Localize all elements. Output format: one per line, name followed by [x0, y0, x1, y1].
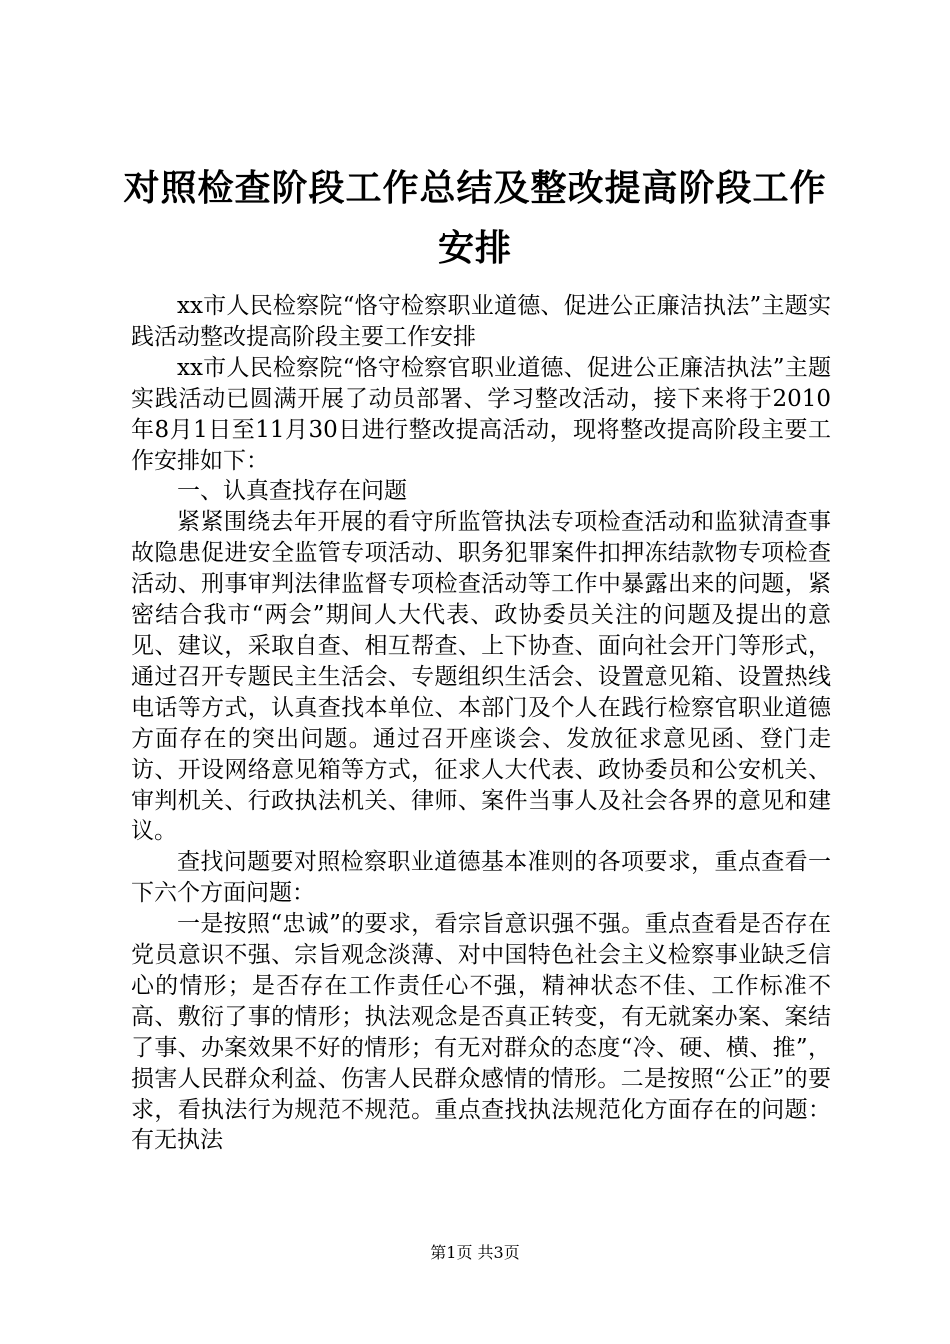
paragraph-section-1: 紧紧围绕去年开展的看守所监管执法专项检查活动和监狱清查事故隐患促进安全监管专项活动、职务犯罪案件扣押冻结款物专项检查活动、刑事审判法律监督专项检查活动等工作中暴露出来的问题，紧密结合我市“两会”期间人大代表、政协委员关注的问题及提出的意见、建议，采取自查、相互帮查、上下协查、面向社会开门等形式，通过召开专题民主生活会、专题组织生活会、设置意见箱、设置热线电话等方式，认真查找本单位、本部门及个人在践行检察官职业道德方面存在的突出问题。通过召开座谈会、发放征求意见函、登门走访、开设网络意见箱等方式，征求人大代表、政协委员和公安机关、审判机关、行政执法机关、律师、案件当事人及社会各界的意见和建议。: [131, 509, 831, 845]
paragraph-aspects-detail: 一是按照“忠诚”的要求，看宗旨意识强不强。重点查看是否存在党员意识不强、宗旨观念淡薄、对中国特色社会主义检察事业缺乏信心的情形；是否存在工作责任心不强，精神状态不佳、工作标准不高、敷衍了事的情形；执法观念是否真正转变，有无就案办案、案结了事、办案效果不好的情形；有无对群众的态度“冷、硬、横、推”，损害人民群众利益、伤害人民群众感情的情形。二是按照“公正”的要求，看执法行为规范不规范。重点查找执法规范化方面存在的问题：有无执法: [131, 911, 831, 1154]
paragraph-subtitle: xx市人民检察院“恪守检察职业道德、促进公正廉洁执法”主题实践活动整改提高阶段主要工作安排: [131, 293, 831, 350]
paragraph-intro: xx市人民检察院“恪守检察官职业道德、促进公正廉洁执法”主题实践活动已圆满开展了动员部署、学习整改活动，接下来将于2010年8月1日至11月30日进行整改提高活动，现将整改提高阶段主要工作安排如下：: [131, 354, 831, 474]
paragraph-six-aspects: 查找问题要对照检察职业道德基本准则的各项要求，重点查看一下六个方面问题：: [131, 849, 831, 907]
document-title: 对照检查阶段工作总结及整改提高阶段工作安排: [123, 167, 827, 269]
page-footer: 第1页 共3页: [430, 1243, 520, 1262]
section-heading-1: 一、认真查找存在问题: [177, 478, 407, 505]
document-body: [131, 291, 831, 1156]
